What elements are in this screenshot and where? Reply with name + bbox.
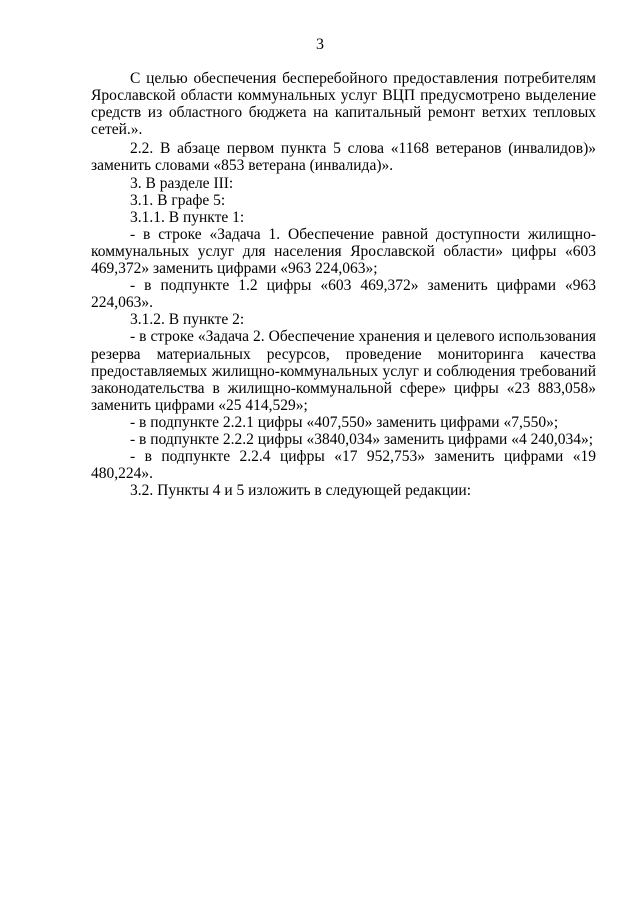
paragraph-3-2: 3.2. Пункты 4 и 5 изложить в следующей редакции: — [130, 482, 472, 500]
paragraph-subitem-2-2-1: - в подпункте 2.2.1 цифры «407,550» заменить цифрами «7,550»; — [130, 413, 559, 431]
page-number: 3 — [316, 36, 324, 53]
paragraph-2-2: 2.2. В абзаце первом пункта 5 слова «1168 ветеранов (инвалидов)» заменить словами «853 ветерана (инвалида)». — [91, 140, 596, 175]
paragraph-task-2: - в строке «Задача 2. Обеспечение хранения и целевого использования резерва материальных ресурсов, проведение мониторинга качества предоставляемых жилищно-коммунальных услуг и соблюдения требований законодательства в жилищно-коммунальной сфере» цифры «23 883,058» заменить цифрами «25 414,529»; — [91, 328, 596, 414]
paragraph-3-1-1: 3.1.1. В пункте 1: — [130, 208, 245, 226]
paragraph-subitem-2-2-4: - в подпункте 2.2.4 цифры «17 952,753» заменить цифрами «19 480,224». — [91, 448, 596, 483]
paragraph-task-1: - в строке «Задача 1. Обеспечение равной доступности жилищно-коммунальных услуг для населения Ярославской области» цифры «603 469,372» заменить цифрами «963 224,063»; — [91, 225, 596, 278]
paragraph-3-1-2: 3.1.2. В пункте 2: — [130, 311, 245, 329]
paragraph-section-3: 3. В разделе III: — [130, 174, 234, 192]
paragraph-vcp-funding: С целью обеспечения бесперебойного предоставления потребителям Ярославской области коммунальных услуг ВЦП предусмотрено выделение средств из областного бюджета на капитальный ремонт ветхих тепловых сетей.». — [91, 70, 596, 139]
paragraph-subitem-2-2-2: - в подпункте 2.2.2 цифры «3840,034» заменить цифрами «4 240,034»; — [130, 430, 594, 448]
document-body — [91, 70, 596, 499]
paragraph-subitem-1-2: - в подпункте 1.2 цифры «603 469,372» заменить цифрами «963 224,063». — [91, 277, 596, 312]
paragraph-3-1: 3.1. В графе 5: — [130, 191, 226, 209]
